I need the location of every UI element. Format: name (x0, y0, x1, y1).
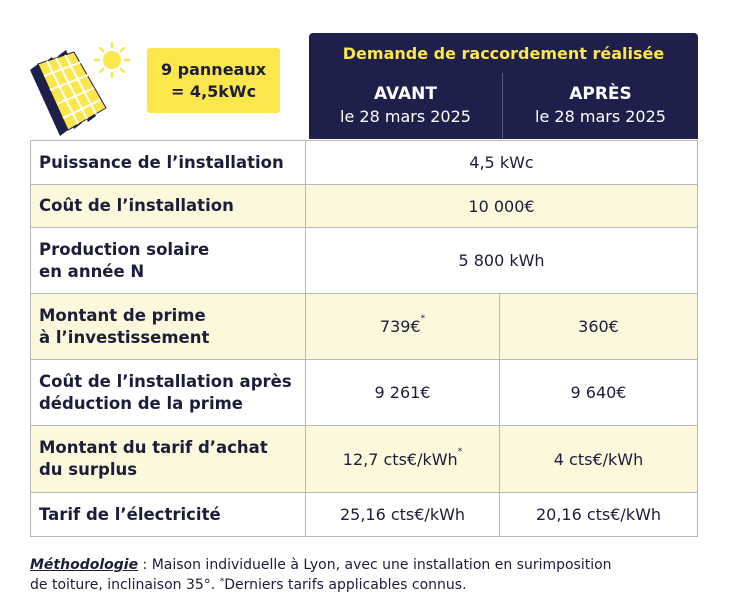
row-label (31, 294, 306, 360)
footnote-marker: * (457, 446, 463, 457)
row-value-apres: 4 cts€/kWh (500, 426, 698, 493)
header-avant-date: le 28 mars 2025 (340, 107, 471, 126)
table-row (31, 228, 698, 294)
row-value-avant (306, 294, 500, 360)
header-avant-label: AVANT (374, 84, 437, 104)
value-text: 739€ (379, 317, 421, 336)
methodology-text-3: Derniers tarifs applicables connus. (224, 577, 467, 593)
row-value-avant: 25,16 cts€/kWh (306, 493, 500, 537)
row-label (31, 426, 306, 493)
row-value-apres: 20,16 cts€/kWh (500, 493, 698, 537)
footnote-marker: * (420, 314, 426, 324)
table-row (31, 360, 698, 426)
row-label (31, 360, 306, 426)
table-row (31, 294, 698, 360)
row-label: Tarif de l’électricité (31, 493, 306, 537)
row-value-avant (306, 426, 500, 493)
row-label-line-1: Production solaire (39, 239, 210, 259)
header-apres (503, 73, 698, 139)
methodology-text-1: : Maison individuelle à Lyon, avec une installation en surimposition (138, 557, 612, 573)
row-value-apres: 360€ (500, 294, 698, 360)
panel-count-badge (147, 48, 280, 113)
badge-line-1: 9 panneaux (160, 59, 267, 79)
row-label: Coût de l’installation (31, 185, 306, 228)
row-value: 5 800 kWh (306, 228, 698, 294)
header-apres-date: le 28 mars 2025 (535, 107, 666, 126)
table-row (31, 141, 698, 185)
row-value-apres: 9 640€ (500, 360, 698, 426)
table-row (31, 426, 698, 493)
methodology-label: Méthodologie (30, 557, 139, 573)
row-label (31, 228, 306, 294)
row-label-line-1: Coût de l’installation après (39, 371, 292, 391)
row-value: 4,5 kWc (306, 141, 698, 185)
row-value: 10 000€ (306, 185, 698, 228)
row-label-line-2: déduction de la prime (39, 393, 243, 413)
header-title: Demande de raccordement réalisée (309, 33, 698, 73)
row-label: Puissance de l’installation (31, 141, 306, 185)
methodology-text-2: de toiture, inclinaison 35°. (30, 577, 220, 593)
badge-line-2: = 4,5kWc (170, 81, 257, 101)
value-text: 12,7 cts€/kWh (342, 449, 458, 469)
footnote-marker: * (219, 577, 225, 587)
comparison-table (30, 140, 698, 537)
table-row (31, 185, 698, 228)
row-label-line-2: du surplus (39, 460, 138, 479)
row-label-line-2: à l’investissement (39, 327, 210, 347)
methodology-note (30, 555, 720, 595)
row-label-line-1: Montant du tarif d’achat (39, 438, 268, 457)
row-label-line-1: Montant de prime (39, 305, 206, 325)
row-label-line-2: en année N (39, 261, 145, 281)
header-apres-label: APRÈS (569, 84, 632, 104)
sun-icon (95, 43, 129, 77)
header-avant (309, 73, 502, 139)
table-row (31, 493, 698, 537)
solar-panel-icon (28, 38, 133, 138)
row-value-avant: 9 261€ (306, 360, 500, 426)
